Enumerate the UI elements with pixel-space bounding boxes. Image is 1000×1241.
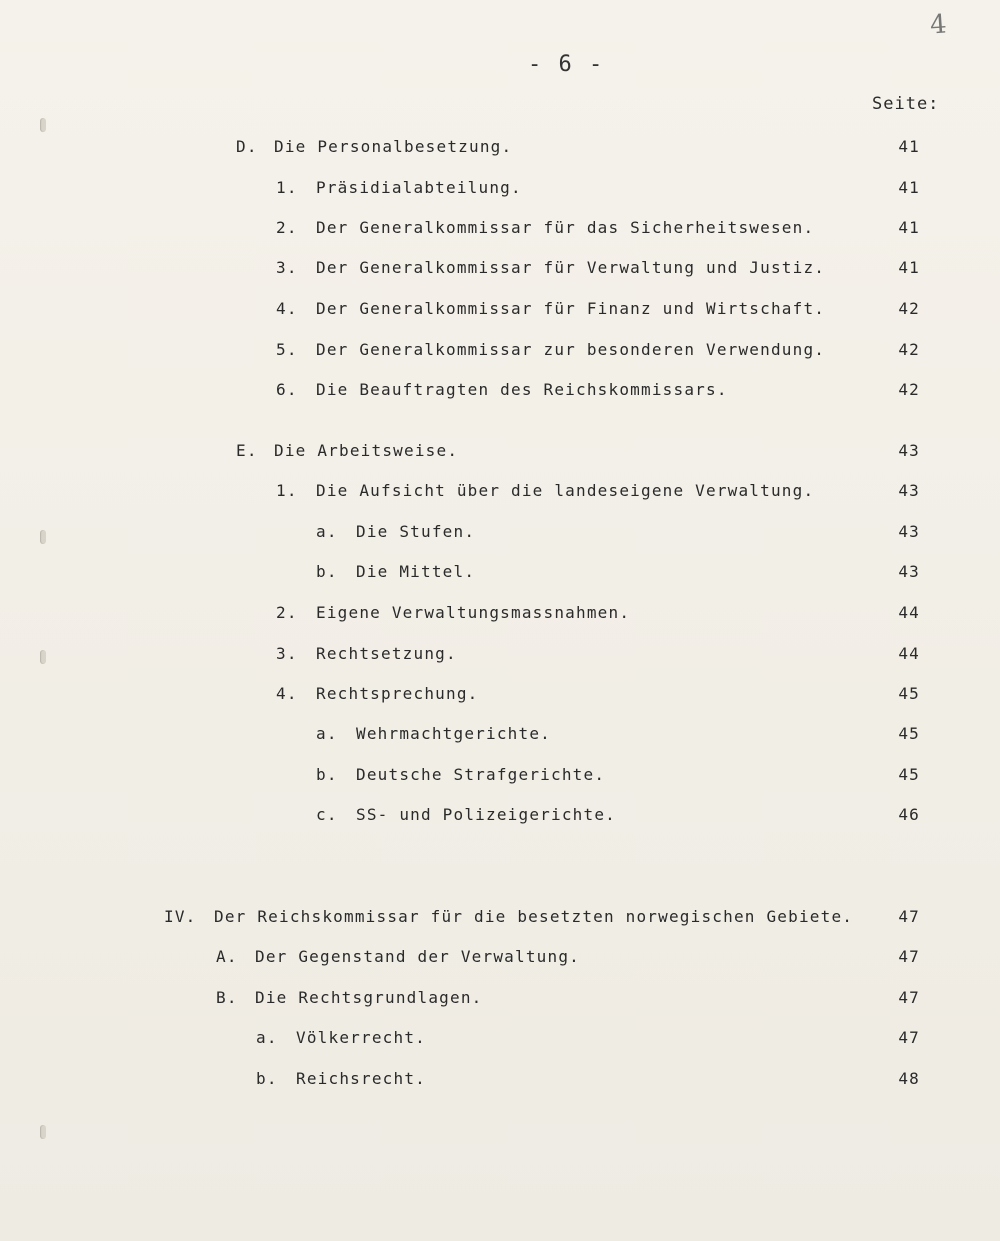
- toc-entry-marker: 5.: [276, 340, 298, 359]
- toc-entry-title: Der Gegenstand der Verwaltung.: [255, 947, 580, 966]
- toc-entry: [0, 684, 1000, 710]
- toc-entry-marker: 2.: [276, 603, 298, 622]
- toc-entry: [0, 218, 1000, 244]
- toc-entry-title: Die Beauftragten des Reichskommissars.: [316, 380, 728, 399]
- toc-entry-marker: b.: [316, 765, 338, 784]
- toc-entry-marker: b.: [256, 1069, 278, 1088]
- toc-entry-title: Rechtsetzung.: [316, 644, 457, 663]
- toc-entry-page: 45: [898, 684, 920, 703]
- toc-entry: [0, 1069, 1000, 1095]
- toc-entry-title: Reichsrecht.: [296, 1069, 426, 1088]
- toc-entry-marker: A.: [216, 947, 238, 966]
- toc-entry-page: 46: [898, 805, 920, 824]
- toc-entry-page: 47: [898, 907, 920, 926]
- toc-entry: [0, 562, 1000, 588]
- page-column-header: Seite:: [872, 94, 940, 114]
- toc-entry-page: 43: [898, 481, 920, 500]
- toc-entry-title: Der Generalkommissar für Verwaltung und Justiz.: [316, 258, 826, 277]
- toc-entry-marker: a.: [256, 1028, 278, 1047]
- toc-entry: [0, 724, 1000, 750]
- punch-hole-mark: [40, 1125, 46, 1139]
- toc-entry-page: 42: [898, 380, 920, 399]
- toc-entry-marker: B.: [216, 988, 238, 1007]
- toc-entry-title: Deutsche Strafgerichte.: [356, 765, 606, 784]
- toc-entry-title: Die Stufen.: [356, 522, 476, 541]
- toc-entry-title: Eigene Verwaltungsmassnahmen.: [316, 603, 631, 622]
- toc-entry: [0, 481, 1000, 507]
- toc-entry-title: Die Arbeitsweise.: [274, 441, 459, 460]
- toc-entry: [0, 258, 1000, 284]
- toc-entry-title: Völkerrecht.: [296, 1028, 426, 1047]
- toc-entry: [0, 603, 1000, 629]
- toc-entry-page: 41: [898, 258, 920, 277]
- toc-entry-marker: 3.: [276, 258, 298, 277]
- toc-entry-marker: E.: [236, 441, 258, 460]
- toc-entry-title: Die Rechtsgrundlagen.: [255, 988, 483, 1007]
- toc-entry-page: 47: [898, 1028, 920, 1047]
- toc-entry-marker: 1.: [276, 481, 298, 500]
- toc-entry: [0, 988, 1000, 1014]
- punch-hole-mark: [40, 118, 46, 132]
- toc-entry-title: Die Personalbesetzung.: [274, 137, 513, 156]
- toc-entry: [0, 380, 1000, 406]
- toc-entry-page: 45: [898, 724, 920, 743]
- toc-entry: [0, 805, 1000, 831]
- toc-entry: [0, 340, 1000, 366]
- toc-entry-page: 43: [898, 522, 920, 541]
- toc-entry-title: Der Generalkommissar für das Sicherheitswesen.: [316, 218, 815, 237]
- toc-entry-title: SS- und Polizeigerichte.: [356, 805, 616, 824]
- toc-entry-page: 44: [898, 644, 920, 663]
- toc-entry-marker: a.: [316, 724, 338, 743]
- toc-entry: [0, 178, 1000, 204]
- toc-entry: [0, 1028, 1000, 1054]
- toc-entry-marker: 2.: [276, 218, 298, 237]
- toc-entry-page: 41: [898, 218, 920, 237]
- toc-entry-title: Der Generalkommissar für Finanz und Wirtschaft.: [316, 299, 826, 318]
- toc-entry: [0, 441, 1000, 467]
- toc-entry-title: Rechtsprechung.: [316, 684, 479, 703]
- toc-entry-marker: 6.: [276, 380, 298, 399]
- toc-entry-page: 42: [898, 340, 920, 359]
- toc-entry-page: 47: [898, 988, 920, 1007]
- toc-entry-page: 43: [898, 562, 920, 581]
- toc-entry-marker: c.: [316, 805, 338, 824]
- toc-entry-title: Die Mittel.: [356, 562, 476, 581]
- toc-entry-marker: 3.: [276, 644, 298, 663]
- toc-entry-title: Der Generalkommissar zur besonderen Verwendung.: [316, 340, 826, 359]
- toc-entry-page: 41: [898, 137, 920, 156]
- toc-entry-marker: IV.: [164, 907, 197, 926]
- toc-entry-page: 41: [898, 178, 920, 197]
- toc-entry-marker: a.: [316, 522, 338, 541]
- toc-entry-title: Wehrmachtgerichte.: [356, 724, 551, 743]
- toc-entry: [0, 522, 1000, 548]
- toc-entry-page: 48: [898, 1069, 920, 1088]
- toc-entry: [0, 299, 1000, 325]
- toc-entry: [0, 137, 1000, 163]
- toc-entry: [0, 765, 1000, 791]
- toc-entry-marker: b.: [316, 562, 338, 581]
- toc-entry-page: 43: [898, 441, 920, 460]
- toc-entry: [0, 907, 1000, 933]
- toc-entry-page: 44: [898, 603, 920, 622]
- toc-entry-marker: 1.: [276, 178, 298, 197]
- toc-entry-marker: 4.: [276, 299, 298, 318]
- toc-entry-title: Die Aufsicht über die landeseigene Verwaltung.: [316, 481, 815, 500]
- toc-entry-page: 47: [898, 947, 920, 966]
- toc-entry-marker: D.: [236, 137, 258, 156]
- toc-entry-title: Der Reichskommissar für die besetzten norwegischen Gebiete.: [214, 907, 854, 926]
- page-number: - 6 -: [528, 52, 605, 77]
- toc-entry-title: Präsidialabteilung.: [316, 178, 522, 197]
- toc-entry: [0, 947, 1000, 973]
- toc-entry: [0, 644, 1000, 670]
- toc-entry-page: 42: [898, 299, 920, 318]
- handwritten-page-mark: 4: [928, 9, 948, 41]
- toc-entry-page: 45: [898, 765, 920, 784]
- toc-entry-marker: 4.: [276, 684, 298, 703]
